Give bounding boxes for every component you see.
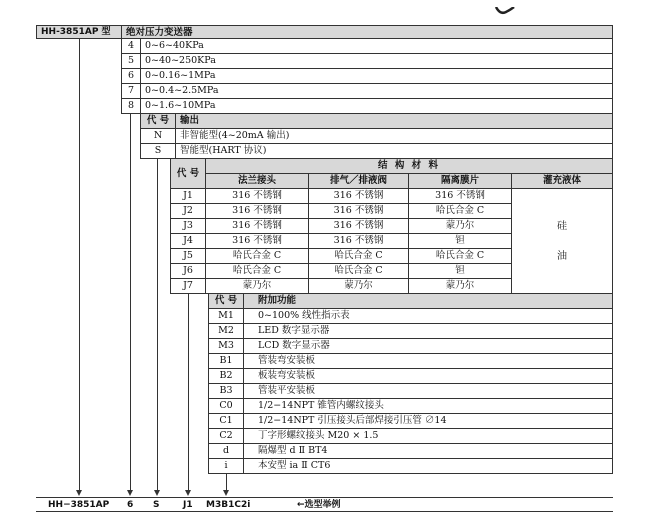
- range-text: 0~1.6~10MPa: [140, 98, 613, 114]
- option-code: C1: [208, 413, 244, 429]
- connector-options: [226, 473, 227, 490]
- structure-header-title: 结 构 材 料: [205, 158, 613, 174]
- structure-diaphragm: 蒙乃尔: [408, 278, 512, 294]
- example-note: ←选型举例: [297, 500, 341, 510]
- structure-vent: 316 不锈钢: [308, 203, 409, 219]
- example-options: M3B1C2i: [206, 500, 251, 510]
- example-range: 6: [127, 500, 134, 510]
- output-text: 智能型(HART 协议): [175, 143, 613, 159]
- model-name-cell: 绝对压力变送器: [121, 25, 613, 39]
- range-code: 4: [121, 38, 141, 54]
- structure-fill-liquid: [511, 188, 613, 294]
- option-text: 0~100% 线性指示表: [243, 308, 613, 324]
- arrow-options: [223, 490, 229, 496]
- structure-col-vent: 排气／排液阀: [308, 173, 409, 189]
- fill-liquid-char-2: 油: [557, 251, 567, 262]
- range-text: 0~40~250KPa: [140, 53, 613, 69]
- model-code-cell: HH-3851AP 型: [36, 25, 122, 39]
- structure-diaphragm: 哈氏合金 C: [408, 203, 512, 219]
- options-header-text: 附加功能: [243, 293, 613, 309]
- option-code: B1: [208, 353, 244, 369]
- structure-code: J6: [170, 263, 206, 279]
- structure-flange: 蒙乃尔: [205, 278, 309, 294]
- range-text: 0~0.4~2.5MPa: [140, 83, 613, 99]
- option-text: 丁字形螺纹接头 M20 × 1.5: [243, 428, 613, 444]
- structure-code: J2: [170, 203, 206, 219]
- option-text: 隔爆型 d Ⅱ BT4: [243, 443, 613, 459]
- structure-diaphragm: 316 不锈钢: [408, 188, 512, 204]
- output-code: N: [140, 128, 176, 144]
- structure-diaphragm: 蒙乃尔: [408, 218, 512, 234]
- option-text: 1/2−14NPT 引压接头后部焊接引压管 ∅14: [243, 413, 613, 429]
- structure-flange: 316 不锈钢: [205, 188, 309, 204]
- option-text: 1/2−14NPT 锥管内螺纹接头: [243, 398, 613, 414]
- option-text: 管装平安装板: [243, 383, 613, 399]
- output-text: 非智能型(4~20mA 输出): [175, 128, 613, 144]
- structure-vent: 蒙乃尔: [308, 278, 409, 294]
- option-code: C0: [208, 398, 244, 414]
- option-code: d: [208, 443, 244, 459]
- connector-output: [157, 158, 158, 490]
- structure-code: J4: [170, 233, 206, 249]
- structure-flange: 哈氏合金 C: [205, 248, 309, 264]
- example-structure: J1: [183, 500, 193, 510]
- structure-diaphragm: 哈氏合金 C: [408, 248, 512, 264]
- output-header-text: 输出: [175, 113, 613, 129]
- structure-vent: 316 不锈钢: [308, 188, 409, 204]
- structure-diaphragm: 钽: [408, 263, 512, 279]
- option-text: LCD 数字显示器: [243, 338, 613, 354]
- structure-flange: 316 不锈钢: [205, 203, 309, 219]
- arrow-output: [154, 490, 160, 496]
- range-code: 6: [121, 68, 141, 84]
- example-top-rule: [36, 497, 613, 498]
- range-text: 0~0.16~1MPa: [140, 68, 613, 84]
- option-code: B2: [208, 368, 244, 384]
- structure-vent: 哈氏合金 C: [308, 263, 409, 279]
- structure-flange: 316 不锈钢: [205, 218, 309, 234]
- option-text: 本安型 ia Ⅱ CT6: [243, 458, 613, 474]
- range-code: 7: [121, 83, 141, 99]
- output-code: S: [140, 143, 176, 159]
- range-code: 5: [121, 53, 141, 69]
- arrow-model: [76, 490, 82, 496]
- structure-code: J7: [170, 278, 206, 294]
- structure-vent: 316 不锈钢: [308, 218, 409, 234]
- structure-code: J5: [170, 248, 206, 264]
- arrow-range: [127, 490, 133, 496]
- option-code: M1: [208, 308, 244, 324]
- option-text: LED 数字显示器: [243, 323, 613, 339]
- structure-col-flange: 法兰接头: [205, 173, 309, 189]
- option-code: i: [208, 458, 244, 474]
- structure-header-code: 代 号: [170, 158, 206, 189]
- example-output: S: [153, 500, 160, 510]
- logo-fragment: [494, 0, 516, 8]
- options-header-code: 代 号: [208, 293, 244, 309]
- structure-flange: 316 不锈钢: [205, 233, 309, 249]
- option-code: M3: [208, 338, 244, 354]
- connector-range: [130, 113, 131, 490]
- structure-vent: 316 不锈钢: [308, 233, 409, 249]
- range-code: 8: [121, 98, 141, 114]
- option-code: C2: [208, 428, 244, 444]
- example-bottom-rule: [36, 511, 613, 512]
- structure-code: J1: [170, 188, 206, 204]
- option-code: B3: [208, 383, 244, 399]
- structure-flange: 哈氏合金 C: [205, 263, 309, 279]
- output-header-code: 代 号: [140, 113, 176, 129]
- structure-code: J3: [170, 218, 206, 234]
- structure-col-fill: 灌充液体: [511, 173, 613, 189]
- arrow-structure: [185, 490, 191, 496]
- option-text: 管装弯安装板: [243, 353, 613, 369]
- structure-col-diaphragm: 隔离膜片: [408, 173, 512, 189]
- connector-structure: [188, 293, 189, 490]
- structure-diaphragm: 钽: [408, 233, 512, 249]
- option-text: 板装弯安装板: [243, 368, 613, 384]
- connector-model: [79, 39, 80, 490]
- fill-liquid-char-1: 硅: [557, 221, 567, 232]
- option-code: M2: [208, 323, 244, 339]
- structure-vent: 哈氏合金 C: [308, 248, 409, 264]
- range-text: 0~6~40KPa: [140, 38, 613, 54]
- example-model: HH−3851AP: [48, 500, 110, 510]
